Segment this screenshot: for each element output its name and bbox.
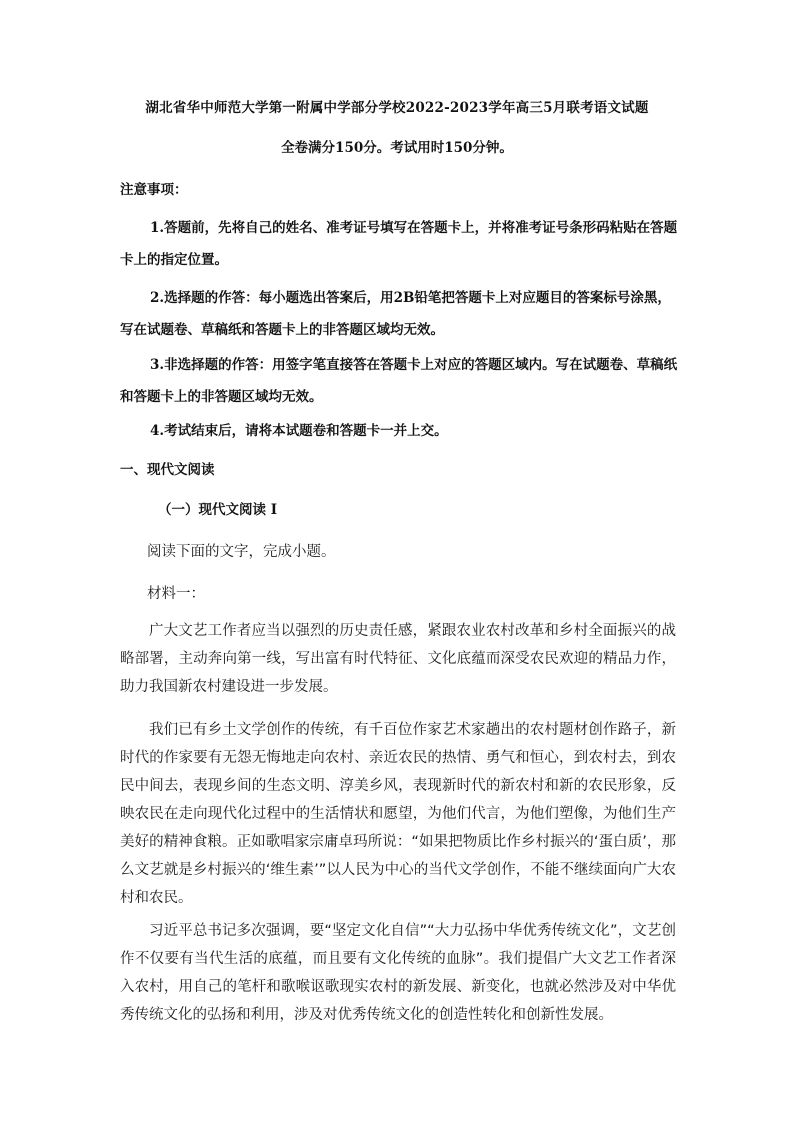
material-paragraph-1: 广大文艺工作者应当以强烈的历史责任感，紧跟农业农村改革和乡村全面振兴的战略部署，主动奔向第一线，写出富有时代特征、文化底蕴而深受农民欢迎的精品力作，助力我国新农村建设进一步发展。: [120, 623, 676, 695]
reading-instruction: 阅读下面的文字，完成小题。: [147, 544, 336, 560]
material-label: 材料一：: [147, 586, 205, 602]
notice-item-4: 4.考试结束后，请将本试题卷和答题卡一并上交。: [150, 423, 448, 439]
notice-item-2: 2.选择题的作答：每小题选出答案后，用2B铅笔把答题卡上对应题目的答案标号涂黑，写在试题卷、草稿纸和答题卡上的非答题区域均无效。: [120, 290, 671, 338]
material-paragraph-2: 我们已有乡土文学创作的传统，有千百位作家艺术家趟出的农村题材创作路子，新时代的作家要有无怨无悔地走向农村、亲近农民的热情、勇气和恒心，到农村去，到农民中间去，表现乡间的生态文明、淳美乡风，表现新时代的新农村和新的农民形象，反映农民在走向现代化过程中的生活情状和愿望，为他们代言，为他们塑像，为他们生产美好的精神食粮。正如歌唱家宗庸卓玛所说：“如果把物质比作乡村振兴的‘蛋白质’，那么文艺就是乡村振兴的‘维生素’”以人民为中心的当代文学创作，不能不继续面向广大农村和农民。: [120, 722, 676, 906]
notice-heading: 注意事项：: [120, 182, 188, 198]
material-paragraph-3: 习近平总书记多次强调，要“坚定文化自信”“大力弘扬中华优秀传统文化”，文艺创作不仅要有当代生活的底蕴，而且要有文化传统的血脉”。我们提倡广大文艺工作者深入农村，用自己的笔杆和歌喉讴歌现实农村的新发展、新变化，也就必然涉及对中华优秀传统文化的弘扬和利用，涉及对优秀传统文化的创造性转化和创新性发展。: [120, 923, 676, 1023]
subsection-title: （一）现代文阅读 I: [158, 502, 278, 518]
notice-item-3: 3.非选择题的作答：用签字笔直接答在答题卡上对应的答题区域内。写在试题卷、草稿纸和答题卡上的非答题区域均无效。: [120, 357, 678, 405]
exam-subtitle: 全卷满分150分。考试用时150分钟。: [281, 140, 513, 156]
section-title: 一、现代文阅读: [120, 462, 215, 478]
notice-item-1: 1.答题前，先将自己的姓名、准考证号填写在答题卡上，并将准考证号条形码粘贴在答题卡上的指定位置。: [120, 220, 678, 268]
exam-title: 湖北省华中师范大学第一附属中学部分学校2022-2023学年高三5月联考语文试题: [145, 100, 649, 116]
